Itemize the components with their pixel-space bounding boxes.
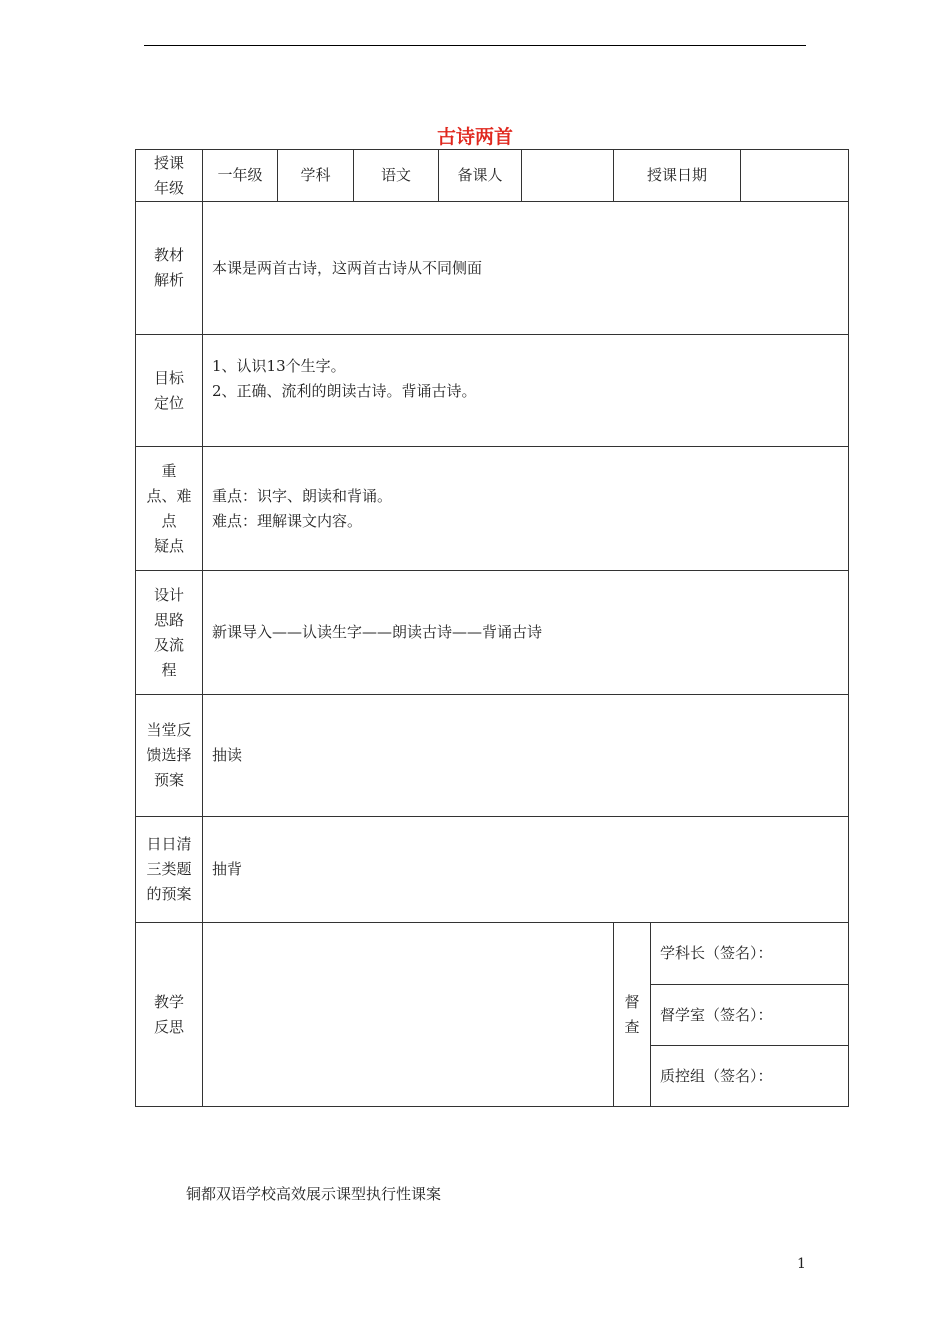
label-line: 的预案 <box>146 885 192 903</box>
page-number: 1 <box>797 1256 806 1272</box>
daily-label-cell <box>136 817 203 923</box>
feedback-row <box>136 695 849 817</box>
date-label: 授课日期 <box>614 150 741 202</box>
reflection-label-cell <box>136 923 203 1107</box>
lesson-plan-table <box>135 149 849 1107</box>
keypoints-content <box>203 447 849 571</box>
label-line: 教学 <box>153 992 184 1011</box>
label-line: 思路 <box>153 610 184 629</box>
label-line: 疑点 <box>153 536 184 555</box>
label-line: 反思 <box>153 1017 184 1036</box>
goals-content <box>203 335 849 447</box>
keypoints-row <box>136 447 849 571</box>
goals-label-cell <box>136 335 203 447</box>
label-line: 督 <box>624 992 640 1011</box>
feedback-label-cell <box>136 695 203 817</box>
footer-text: 铜都双语学校高效展示课型执行性课案 <box>186 1185 442 1203</box>
label-line: 当堂反 <box>146 721 192 739</box>
label-line: 查 <box>624 1017 640 1036</box>
label-line: 目标 <box>153 368 184 387</box>
keypoints-label-cell <box>136 447 203 571</box>
keypoint-line: 难点：理解课文内容。 <box>212 511 363 530</box>
label-line: 授课 <box>153 153 184 172</box>
label-line: 教材 <box>153 246 184 264</box>
design-row <box>136 571 849 695</box>
label-line: 三类题 <box>146 860 192 878</box>
subject-label: 学科 <box>278 150 354 202</box>
grade-value: 一年级 <box>203 150 278 202</box>
signature-quality-control: 质控组（签名）： <box>651 1046 849 1107</box>
keypoint-line: 重点：识字、朗读和背诵。 <box>212 486 393 505</box>
subject-value: 语文 <box>354 150 439 202</box>
signature-subject-head: 学科长（签名）： <box>651 923 849 985</box>
label-line: 设计 <box>153 585 184 604</box>
label-line: 点 <box>161 511 177 530</box>
label-line: 及流 <box>153 635 184 654</box>
date-value <box>741 150 849 202</box>
supervise-label-cell <box>614 923 651 1107</box>
label-line: 点、难 <box>146 486 192 505</box>
label-line: 馈选择 <box>146 746 192 764</box>
design-text: 新课导入——认读生字——朗读古诗——背诵古诗 <box>203 571 849 695</box>
reflection-content <box>203 923 614 1107</box>
label-line: 解析 <box>153 271 184 289</box>
goals-row <box>136 335 849 447</box>
feedback-text: 抽读 <box>203 695 849 817</box>
material-row <box>136 202 849 335</box>
preparer-value <box>522 150 614 202</box>
label-line: 定位 <box>153 393 184 412</box>
material-label-cell <box>136 202 203 335</box>
daily-text: 抽背 <box>203 817 849 923</box>
header-rule <box>144 45 806 46</box>
goal-line: 2、正确、流利的朗读古诗。背诵古诗。 <box>212 382 477 400</box>
daily-row <box>136 817 849 923</box>
material-text: 本课是两首古诗，这两首古诗从不同侧面 <box>203 202 849 335</box>
page-title: 古诗两首 <box>436 126 513 148</box>
grade-label-cell <box>136 150 203 202</box>
preparer-label: 备课人 <box>439 150 522 202</box>
header-row <box>136 150 849 202</box>
design-label-cell <box>136 571 203 695</box>
goal-line: 1、认识13个生字。 <box>212 357 346 375</box>
label-line: 预案 <box>153 771 184 789</box>
label-line: 程 <box>161 660 177 679</box>
reflection-row <box>136 923 849 985</box>
label-line: 年级 <box>153 178 184 197</box>
label-line: 重 <box>161 461 177 480</box>
signature-supervision-office: 督学室（签名）： <box>651 985 849 1046</box>
label-line: 日日清 <box>146 835 192 853</box>
